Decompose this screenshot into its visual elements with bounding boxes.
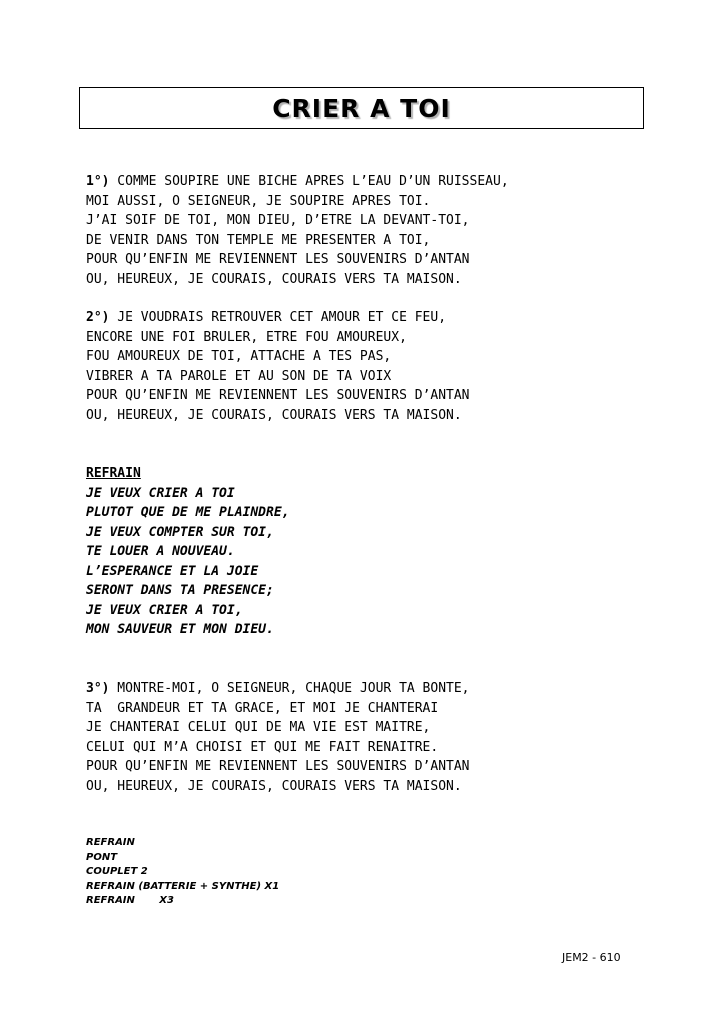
song-order-item: REFRAIN X3 [86, 895, 174, 906]
verse-line: J’AI SOIF DE TOI, MON DIEU, D’ETRE LA DEVANT-TOI, [86, 213, 470, 228]
verse-text: COMME SOUPIRE UNE BICHE APRES L’EAU D’UN RUISSEAU, [109, 174, 509, 189]
refrain [86, 464, 290, 640]
verse-line [86, 308, 470, 328]
song-order-item: REFRAIN [86, 837, 135, 848]
verse-line: CELUI QUI M’A CHOISI ET QUI ME FAIT RENAITRE. [86, 739, 439, 755]
refrain-line: TE LOUER A NOUVEAU. [86, 544, 235, 559]
title-box [79, 87, 644, 129]
verse-line: ENCORE UNE FOI BRULER, ETRE FOU AMOUREUX, [86, 329, 407, 345]
verse-text: JE VOUDRAIS RETROUVER CET AMOUR ET CE FEU, [109, 310, 447, 325]
verse-line: MOI AUSSI, O SEIGNEUR, JE SOUPIRE APRES TOI. [86, 193, 431, 209]
song-order [86, 836, 279, 909]
verse-3 [86, 679, 470, 796]
verse-line: OU, HEUREUX, JE COURAIS, COURAIS VERS TA MAISON. [86, 271, 462, 287]
footer-reference: JEM2 - 610 [562, 951, 621, 964]
refrain-heading: REFRAIN [86, 466, 141, 481]
refrain-line: SERONT DANS TA PRESENCE; [86, 583, 274, 598]
verse-line: JE CHANTERAI CELUI QUI DE MA VIE EST MAITRE, [86, 720, 431, 735]
verse-line [86, 172, 509, 192]
verse-line: DE VENIR DANS TON TEMPLE ME PRESENTER A TOI, [86, 232, 431, 248]
verse-2 [86, 308, 470, 425]
verse-line: POUR QU’ENFIN ME REVIENNENT LES SOUVENIRS D’ANTAN [86, 252, 470, 267]
verse-text: MONTRE-MOI, O SEIGNEUR, CHAQUE JOUR TA BONTE, [109, 681, 470, 696]
refrain-line: JE VEUX COMPTER SUR TOI, [86, 524, 274, 540]
refrain-line: L’ESPERANCE ET LA JOIE [86, 563, 259, 579]
verse-line: POUR QU’ENFIN ME REVIENNENT LES SOUVENIRS D’ANTAN [86, 759, 470, 774]
verse-number: 1°) [86, 174, 110, 189]
verse-1 [86, 172, 509, 289]
verse-line: FOU AMOUREUX DE TOI, ATTACHE A TES PAS, [86, 349, 392, 364]
refrain-line: MON SAUVEUR ET MON DIEU. [86, 622, 274, 637]
verse-line: OU, HEUREUX, JE COURAIS, COURAIS VERS TA MAISON. [86, 407, 462, 423]
song-title: CRIER A TOI [272, 93, 451, 123]
song-order-item: REFRAIN (BATTERIE + SYNTHE) X1 [86, 880, 280, 892]
verse-line [86, 679, 470, 699]
verse-line: POUR QU’ENFIN ME REVIENNENT LES SOUVENIRS D’ANTAN [86, 388, 470, 403]
song-order-item: COUPLET 2 [86, 866, 148, 877]
verse-number: 2°) [86, 310, 110, 325]
refrain-line: PLUTOT QUE DE ME PLAINDRE, [86, 505, 290, 520]
song-order-item: PONT [86, 851, 118, 863]
verse-line: TA GRANDEUR ET TA GRACE, ET MOI JE CHANTERAI [86, 700, 439, 716]
verse-number: 3°) [86, 681, 110, 696]
verse-line: VIBRER A TA PAROLE ET AU SON DE TA VOIX [86, 368, 392, 384]
verse-line: OU, HEUREUX, JE COURAIS, COURAIS VERS TA MAISON. [86, 778, 462, 794]
refrain-line: JE VEUX CRIER A TOI [86, 485, 235, 501]
refrain-line: JE VEUX CRIER A TOI, [86, 602, 243, 618]
